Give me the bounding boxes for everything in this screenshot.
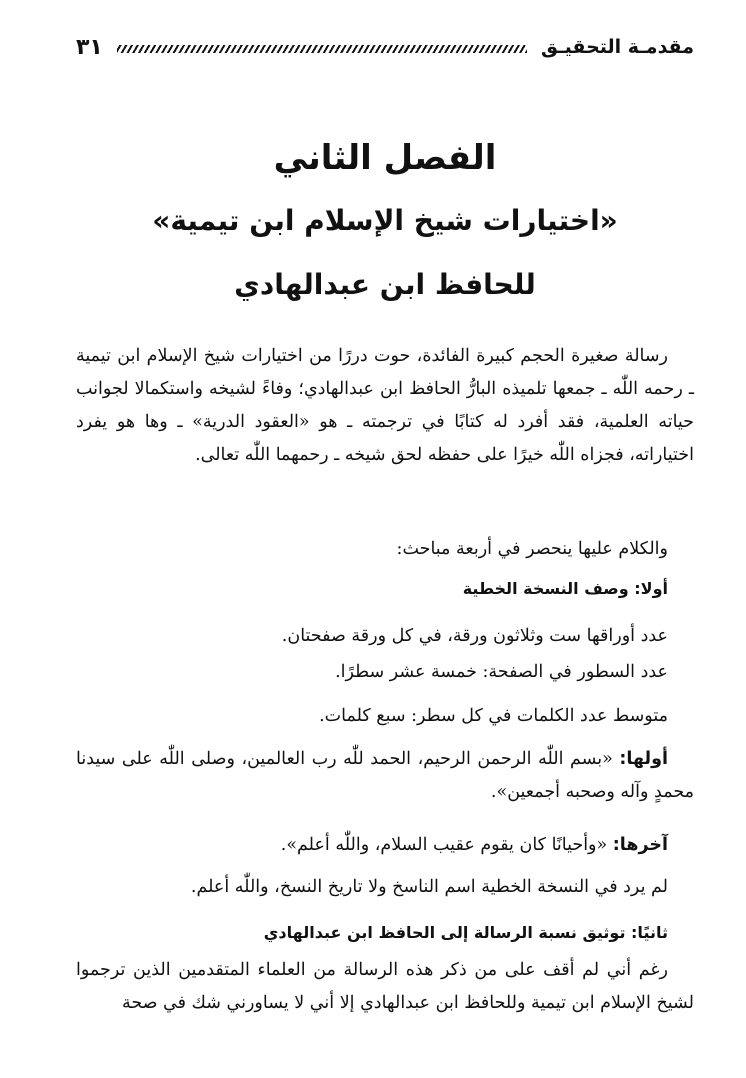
section1-heading: أولا: وصف النسخة الخطية [462, 579, 668, 598]
ms-pages-line: عدد أوراقها ست وثلاثون ورقة، في كل ورقة صفحتان. [281, 626, 668, 646]
ms-last-label: آخرها: [612, 835, 668, 855]
ms-words-line: متوسط عدد الكلمات في كل سطر: سبع كلمات. [319, 706, 668, 726]
topics-line: والكلام عليها ينحصر في أربعة مباحث: [396, 539, 668, 559]
chapter-title: «اختيارات شيخ الإسلام ابن تيمية» [152, 204, 618, 237]
chapter-label: الفصل الثاني [273, 138, 497, 178]
ms-last-text: «وأحيانًا كان يقوم عقيب السلام، واللّٰه أعلم». [280, 835, 608, 855]
ms-copyist-note: لم يرد في النسخة الخطية اسم الناسخ ولا تاريخ النسخ، واللّٰه أعلم. [190, 877, 668, 897]
section2-heading: ثانيًا: توثيق نسبة الرسالة إلى الحافظ ابن عبدالهادي [263, 923, 668, 942]
ms-last-line [76, 830, 694, 860]
section2-block [76, 954, 694, 1020]
ms-first-label: أولها: [619, 749, 668, 769]
page-number: ٣١ [76, 34, 103, 60]
section2-paragraph: رغم أني لم أقف على من ذكر هذه الرسالة من العلماء المتقدمين الذين ترجموا لشيخ الإسلام ابن تيمية وللحافظ ابن عبدالهادي إلا أني لا يساورني شك في صحة [76, 960, 694, 1013]
running-header [76, 30, 694, 64]
chapter-author: للحافظ ابن عبدالهادي [234, 268, 536, 301]
intro-block [76, 340, 694, 472]
ms-lines-line: عدد السطور في الصفحة: خمسة عشر سطرًا. [335, 662, 668, 682]
ms-first-block [76, 743, 694, 809]
ms-first-text: «بسم اللّٰه الرحمن الرحيم، الحمد للّٰه رب العالمين، وصلى اللّٰه على سيدنا محمدٍ وآله وصحبه أجمعين». [76, 749, 694, 802]
header-decorative-rule [117, 45, 527, 53]
intro-paragraph: رسالة صغيرة الحجم كبيرة الفائدة، حوت دررًا من اختيارات شيخ الإسلام ابن تيمية ـ رحمه اللّٰه ـ جمعها تلميذه البارُّ الحافظ ابن عبدالهادي؛ وفاءً لشيخه واستكمالا لجوانب حياته العلمية، فقد أفرد له كتابًا في ترجمته ـ هو «العقود الدرية» ـ وها هو يفرد اختياراته، فجزاه اللّٰه خيرًا على حفظه لحق شيخه ـ رحمهما اللّٰه تعالى. [76, 346, 694, 465]
running-header-title: مقدمـة التحقيـق [541, 36, 694, 58]
